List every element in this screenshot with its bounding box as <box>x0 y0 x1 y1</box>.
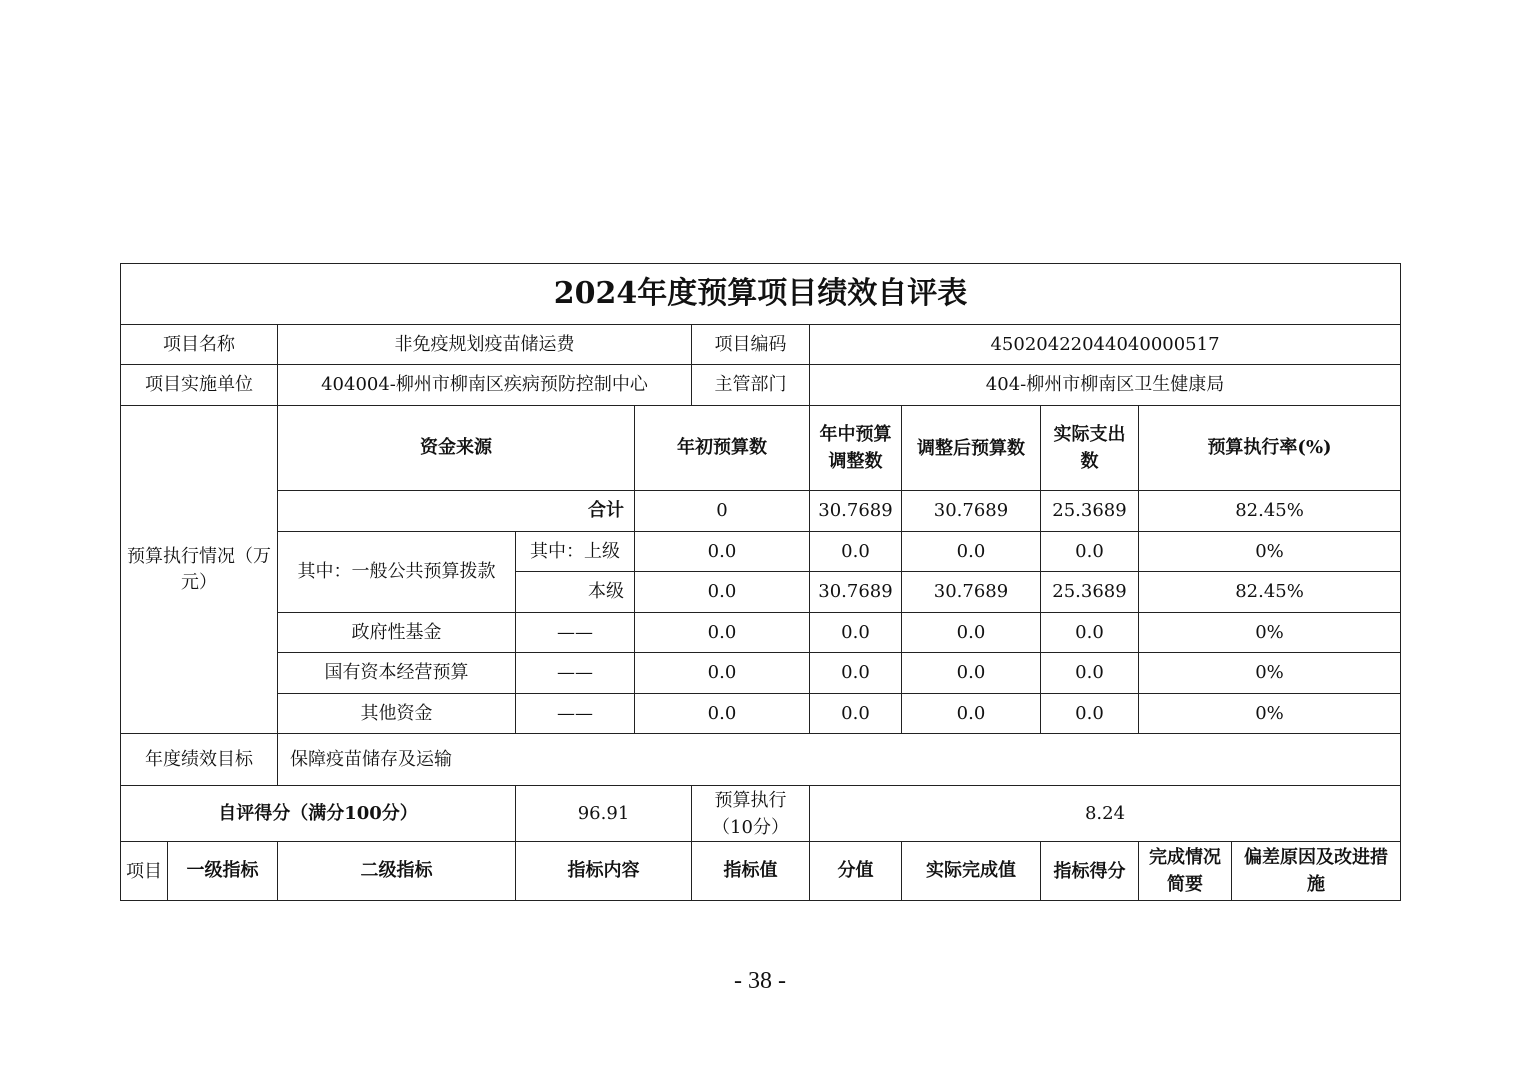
table-row <box>121 613 1401 653</box>
table-row <box>121 491 1401 532</box>
page-number: - 38 - <box>734 968 786 994</box>
state-capital-actual: 0.0 <box>1041 653 1139 694</box>
header-initial: 年初预算数 <box>635 406 810 491</box>
evaluation-table-wrap <box>120 263 1400 900</box>
state-capital-adjusted: 0.0 <box>902 653 1041 694</box>
gov-fund-rate: 0% <box>1139 613 1401 653</box>
header-midyear: 年中预算调整数 <box>810 406 902 491</box>
total-initial: 0 <box>635 491 810 532</box>
state-capital-label: 国有资本经营预算 <box>278 653 516 694</box>
total-label: 合计 <box>278 491 635 532</box>
indicator-header-level2: 二级指标 <box>278 842 516 901</box>
table-title: 2024年度预算项目绩效自评表 <box>121 264 1401 325</box>
superior-label: 其中：上级 <box>516 532 635 572</box>
indicator-header-actual: 实际完成值 <box>902 842 1041 901</box>
superior-actual: 0.0 <box>1041 532 1139 572</box>
other-funds-adjusted: 0.0 <box>902 694 1041 734</box>
local-initial: 0.0 <box>635 572 810 613</box>
department-label: 主管部门 <box>692 365 810 406</box>
project-code-value: 45020422044040000517 <box>810 325 1401 365</box>
annual-goal-value: 保障疫苗储存及运输 <box>278 734 1401 786</box>
gov-fund-midyear: 0.0 <box>810 613 902 653</box>
header-rate: 预算执行率(%) <box>1139 406 1401 491</box>
table-row <box>121 694 1401 734</box>
project-name-label: 项目名称 <box>121 325 278 365</box>
header-actual: 实际支出数 <box>1041 406 1139 491</box>
indicator-header-summary: 完成情况简要 <box>1139 842 1232 901</box>
project-unit-value: 404004-柳州市柳南区疾病预防控制中心 <box>278 365 692 406</box>
other-funds-label: 其他资金 <box>278 694 516 734</box>
state-capital-dash: —— <box>516 653 635 694</box>
superior-adjusted: 0.0 <box>902 532 1041 572</box>
gov-fund-label: 政府性基金 <box>278 613 516 653</box>
self-score-label: 自评得分（满分100分） <box>121 786 516 842</box>
indicator-header-content: 指标内容 <box>516 842 692 901</box>
other-funds-initial: 0.0 <box>635 694 810 734</box>
indicator-header-item: 项目 <box>121 842 168 901</box>
evaluation-table <box>120 263 1401 901</box>
state-capital-rate: 0% <box>1139 653 1401 694</box>
superior-midyear: 0.0 <box>810 532 902 572</box>
local-midyear: 30.7689 <box>810 572 902 613</box>
department-value: 404-柳州市柳南区卫生健康局 <box>810 365 1401 406</box>
total-midyear: 30.7689 <box>810 491 902 532</box>
self-score-value: 96.91 <box>516 786 692 842</box>
header-source: 资金来源 <box>278 406 635 491</box>
local-label: 本级 <box>516 572 635 613</box>
total-adjusted: 30.7689 <box>902 491 1041 532</box>
gov-fund-actual: 0.0 <box>1041 613 1139 653</box>
state-capital-midyear: 0.0 <box>810 653 902 694</box>
budget-exec-label: 预算执行（10分） <box>692 786 810 842</box>
total-rate: 82.45% <box>1139 491 1401 532</box>
other-funds-actual: 0.0 <box>1041 694 1139 734</box>
gov-fund-adjusted: 0.0 <box>902 613 1041 653</box>
total-actual: 25.3689 <box>1041 491 1139 532</box>
general-budget-label: 其中：一般公共预算拨款 <box>278 532 516 613</box>
indicator-header-score: 指标得分 <box>1041 842 1139 901</box>
other-funds-rate: 0% <box>1139 694 1401 734</box>
budget-exec-value: 8.24 <box>810 786 1401 842</box>
superior-rate: 0% <box>1139 532 1401 572</box>
state-capital-initial: 0.0 <box>635 653 810 694</box>
budget-section-label: 预算执行情况（万元） <box>121 406 278 734</box>
superior-initial: 0.0 <box>635 532 810 572</box>
local-actual: 25.3689 <box>1041 572 1139 613</box>
annual-goal-label: 年度绩效目标 <box>121 734 278 786</box>
table-row <box>121 653 1401 694</box>
local-rate: 82.45% <box>1139 572 1401 613</box>
other-funds-dash: —— <box>516 694 635 734</box>
indicator-header-value: 指标值 <box>692 842 810 901</box>
project-name-value: 非免疫规划疫苗储运费 <box>278 325 692 365</box>
indicator-header-reason: 偏差原因及改进措施 <box>1232 842 1401 901</box>
gov-fund-dash: —— <box>516 613 635 653</box>
table-row <box>121 532 1401 572</box>
other-funds-midyear: 0.0 <box>810 694 902 734</box>
project-code-label: 项目编码 <box>692 325 810 365</box>
gov-fund-initial: 0.0 <box>635 613 810 653</box>
indicator-header-level1: 一级指标 <box>168 842 278 901</box>
local-adjusted: 30.7689 <box>902 572 1041 613</box>
project-unit-label: 项目实施单位 <box>121 365 278 406</box>
header-adjusted: 调整后预算数 <box>902 406 1041 491</box>
indicator-header-points: 分值 <box>810 842 902 901</box>
